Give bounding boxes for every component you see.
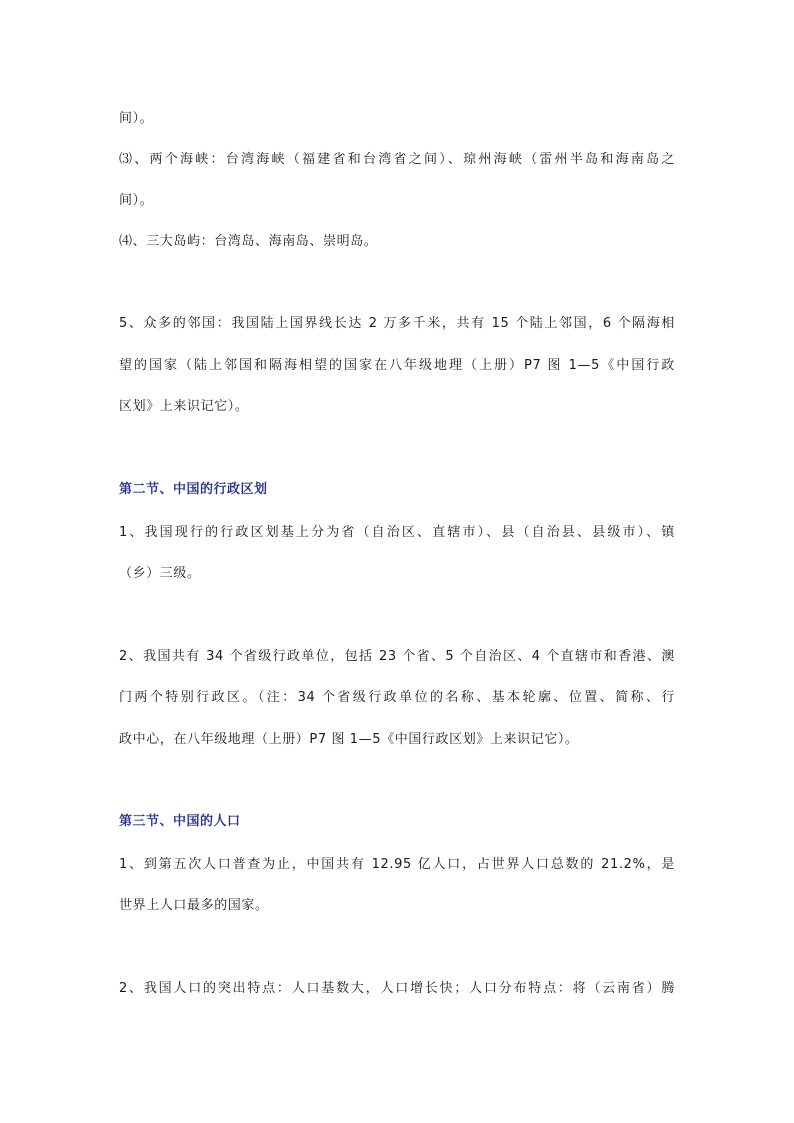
text-line: ⑶、两个海峡：台湾海峡（福建省和台湾省之间）、琼州海峡（雷州半岛和海南岛之 <box>119 152 675 167</box>
text-line: 间）。 <box>119 111 154 126</box>
text-line: 政中心，在八年级地理（上册）P7 图 1—5《中国行政区划》上来识记它）。 <box>119 732 579 747</box>
text-line: 世界上人口最多的国家。 <box>119 898 269 913</box>
text-line: 2、我国人口的突出特点：人口基数大，人口增长快；人口分布特点：将（云南省）腾 <box>119 981 675 996</box>
text-line: 1、到第五次人口普查为止，中国共有 12.95 亿人口，占世界人口总数的 21.2%，是 <box>119 857 675 872</box>
text-line: （乡）三级。 <box>119 566 201 581</box>
text-line: 1、我国现行的行政区划基上分为省（自治区、直辖市）、县（自治县、县级市）、镇 <box>119 525 675 540</box>
text-line: 望的国家（陆上邻国和隔海相望的国家在八年级地理（上册）P7 图 1—5《中国行政 <box>119 358 675 373</box>
section-heading: 第三节、中国的人口 <box>119 814 241 829</box>
text-line: 5、众多的邻国：我国陆上国界线长达 2 万多千米，共有 15 个陆上邻国，6 个隔海相 <box>119 316 675 331</box>
section-heading: 第二节、中国的行政区划 <box>119 482 268 497</box>
text-line: ⑷、三大岛屿：台湾岛、海南岛、崇明岛。 <box>119 234 378 249</box>
text-line: 门两个特别行政区。（注：34 个省级行政单位的名称、基本轮廓、位置、简称、行 <box>119 690 675 705</box>
text-line: 区划》上来识记它）。 <box>119 399 249 414</box>
text-line: 间）。 <box>119 193 154 208</box>
text-line: 2、我国共有 34 个省级行政单位，包括 23 个省、5 个自治区、4 个直辖市和香港、澳 <box>119 649 675 664</box>
